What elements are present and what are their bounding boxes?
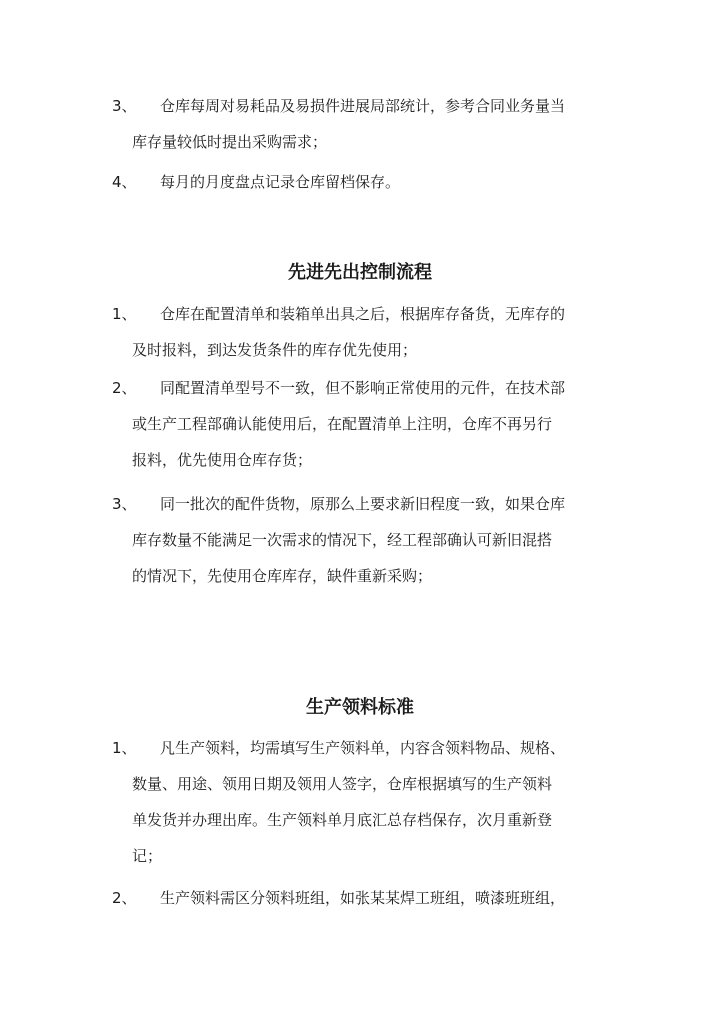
list-item-text: 的情况下，先使用仓库库存，缺件重新采购；: [132, 567, 433, 585]
list-item-text: 每月的月度盘点记录仓库留档保存。: [160, 173, 401, 191]
list-item-number: 3、: [112, 495, 137, 513]
list-item-number: 4、: [112, 173, 137, 191]
list-item-number: 2、: [112, 889, 137, 907]
list-item-number: 3、: [112, 97, 137, 115]
list-item: [112, 370, 632, 478]
list-item: [112, 88, 632, 160]
list-item-number: 1、: [112, 305, 137, 323]
list-item: [112, 486, 632, 594]
section-title: 生产领料标准: [306, 697, 414, 718]
list-item-text: 或生产工程部确认能使用后，在配置清单上注明，仓库不再另行: [132, 415, 553, 433]
list-item-text: 同配置清单型号不一致，但不影响正常使用的元件，在技术部: [160, 379, 566, 397]
list-item-text: 单发货并办理出库。生产领料单月底汇总存档保存，次月重新登: [132, 811, 553, 829]
list-item: [112, 164, 632, 200]
list-item-text: 生产领料需区分领料班组，如张某某焊工班组，喷漆班班组，: [160, 889, 566, 907]
list-item-text: 仓库每周对易耗品及易损件进展局部统计，参考合同业务量当: [160, 97, 566, 115]
section-title: 先进先出控制流程: [288, 262, 432, 283]
list-item-text: 记；: [132, 847, 163, 865]
list-item: [112, 296, 632, 368]
list-item-text: 同一批次的配件货物，原那么上要求新旧程度一致，如果仓库: [160, 495, 566, 513]
list-item-text: 及时报料，到达发货条件的库存优先使用；: [132, 341, 418, 359]
list-item-text: 报料，优先使用仓库存货；: [132, 451, 313, 469]
list-item-text: 仓库在配置清单和装箱单出具之后，根据库存备货，无库存的: [160, 305, 566, 323]
list-item-number: 1、: [112, 739, 137, 757]
list-item-number: 2、: [112, 379, 137, 397]
list-item: [112, 730, 632, 874]
list-item-text: 凡生产领料，均需填写生产领料单，内容含领料物品、规格、: [160, 739, 566, 757]
list-item-text: 库存数量不能满足一次需求的情况下，经工程部确认可新旧混搭: [132, 531, 553, 549]
list-item-text: 数量、用途、领用日期及领用人签字，仓库根据填写的生产领料: [132, 775, 553, 793]
list-item: [112, 880, 632, 916]
list-item-text: 库存量较低时提出采购需求；: [132, 133, 328, 151]
